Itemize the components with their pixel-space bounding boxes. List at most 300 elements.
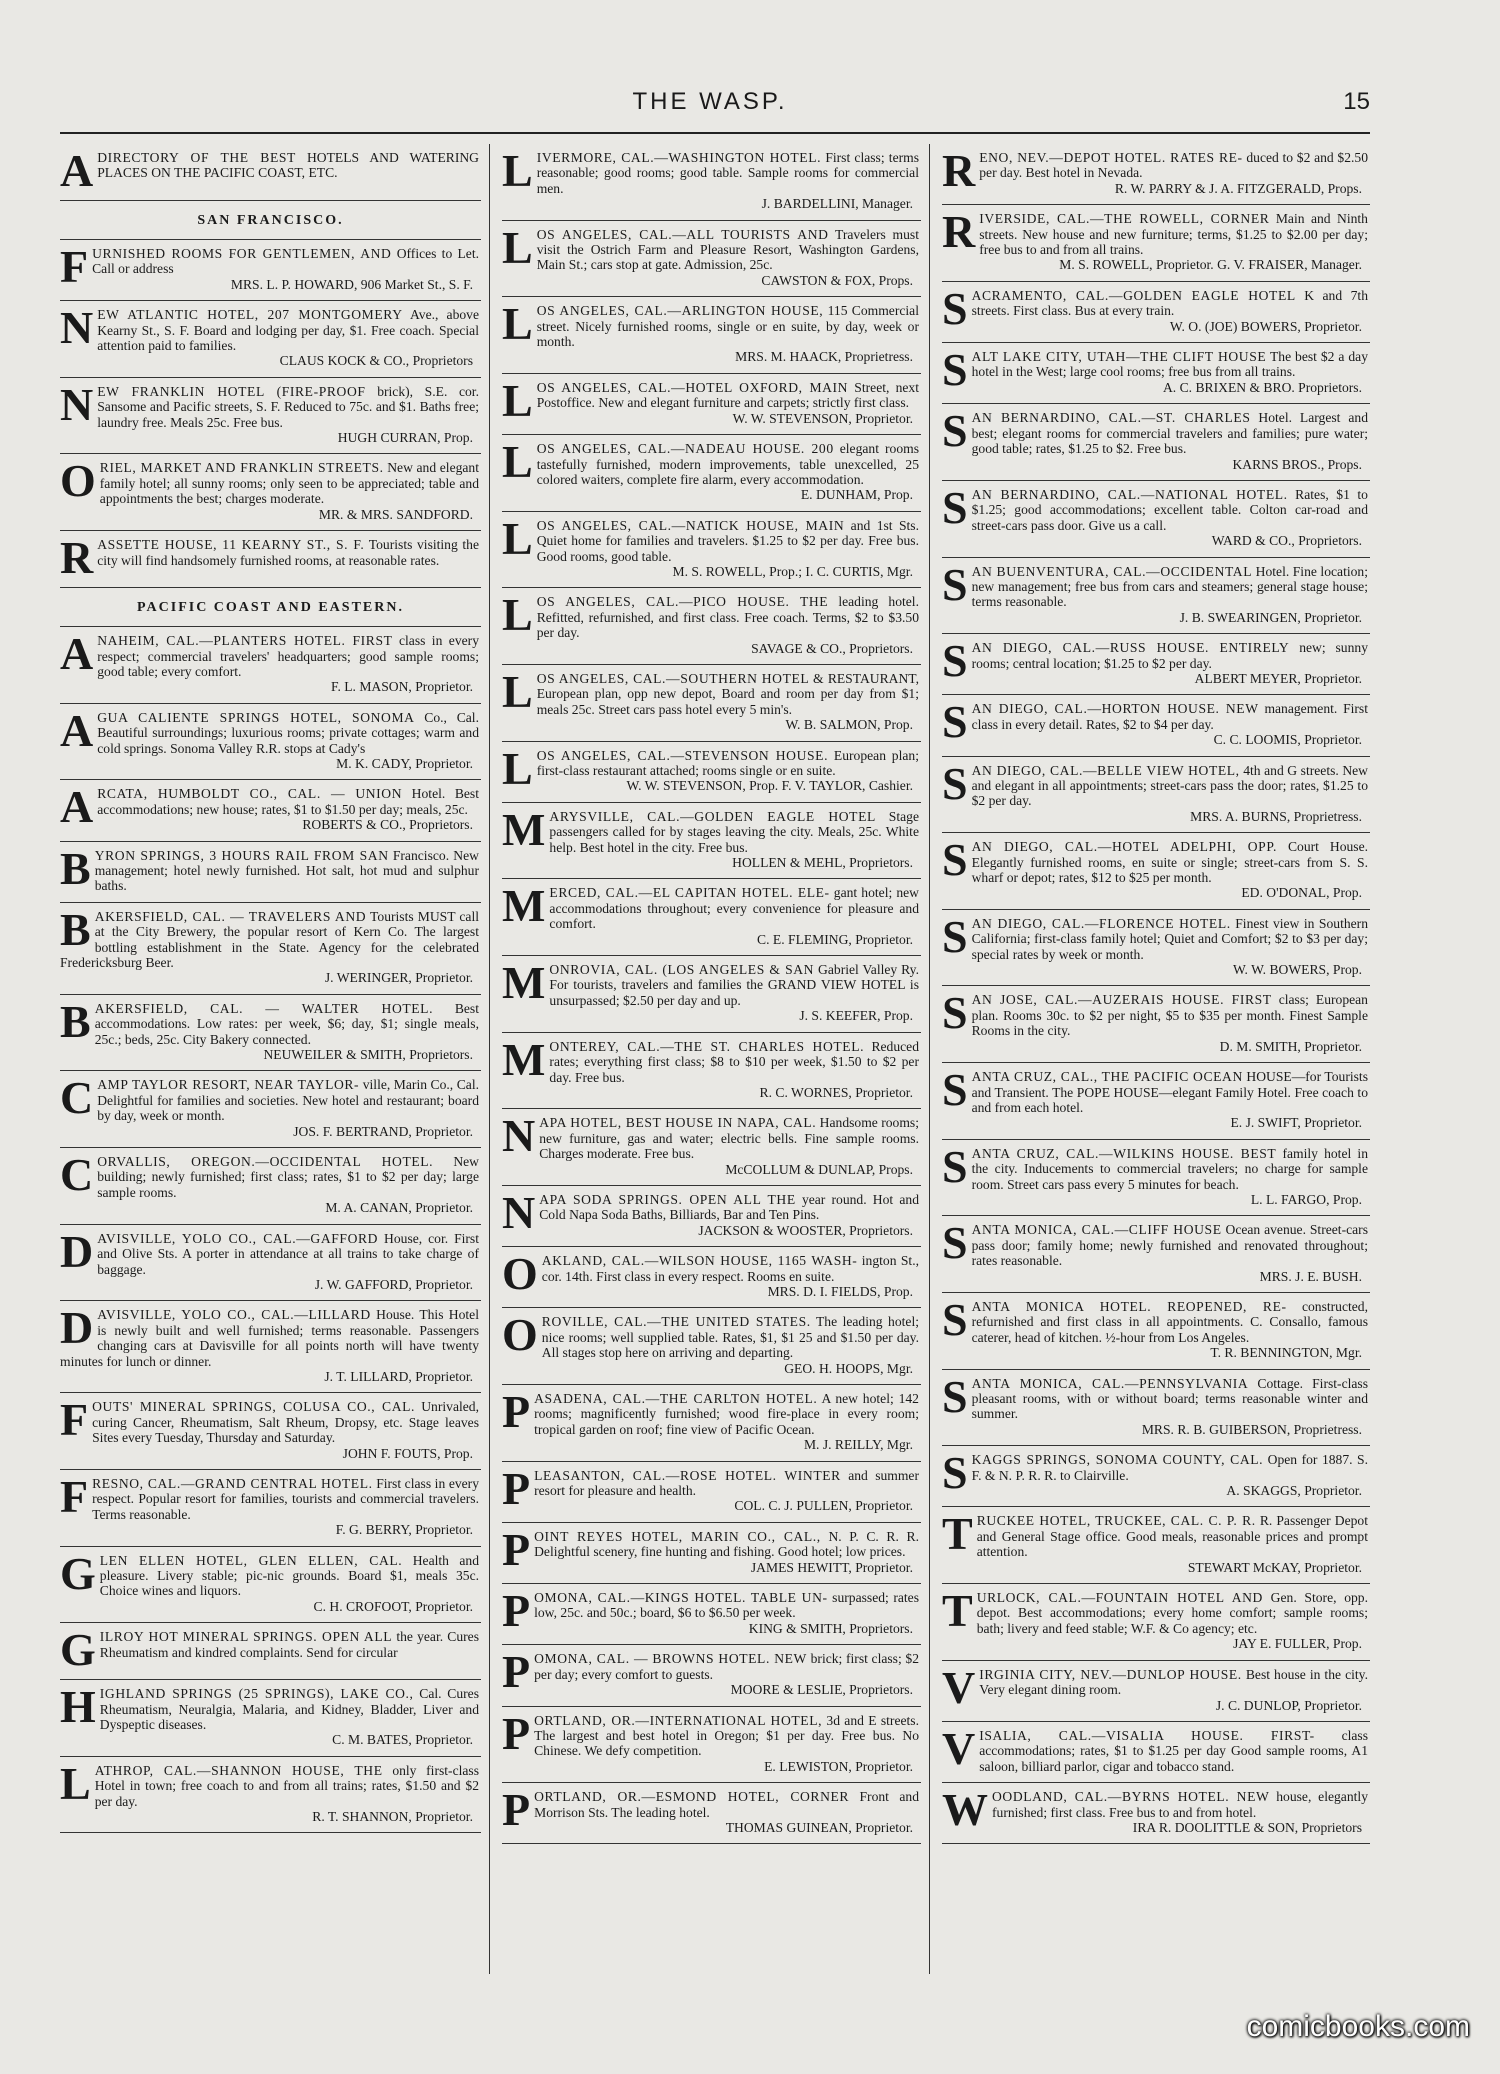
entry-body: 3d and E streets. The largest and best hotel in Oregon; $1 per day. Free bus. No Chinese. We defy competition. bbox=[534, 1712, 919, 1759]
drop-cap: L bbox=[502, 298, 533, 350]
directory-entry bbox=[60, 1225, 481, 1302]
entry-body: and 1st Sts. Quiet home for families and travelers. $1.25 to $2 per day. Free bus. Good rooms, good table. bbox=[536, 517, 919, 564]
header-rule bbox=[60, 132, 1370, 134]
directory-entry bbox=[502, 879, 921, 956]
entry-signature: M. A. CANAN, Proprietor. bbox=[325, 1200, 473, 1216]
entry-head: ANTA MONICA, CAL.—PENNSYLVANIA bbox=[971, 1375, 1249, 1391]
entry-head: OUTS' MINERAL SPRINGS, COLUSA CO., CAL. bbox=[92, 1399, 416, 1415]
directory-entry bbox=[60, 454, 481, 531]
entry-signature: A. C. BRIXEN & BRO. Proprietors. bbox=[1162, 379, 1362, 395]
entry-body: family hotel in the city. Inducements to commercial travelers; no charge for sample room. Street cars pass every 5 minutes for beach. bbox=[971, 1145, 1368, 1192]
drop-cap: F bbox=[60, 1394, 89, 1446]
page-title: THE WASP. bbox=[632, 88, 788, 115]
entry-head: ENO, NEV.—DEPOT HOTEL. RATES RE- bbox=[979, 150, 1243, 165]
entry-body: Best accommodations. Low rates: per week, $6; day, $1; single meals, 25c.; beds, 25c. City Bakery connected. bbox=[94, 1000, 479, 1047]
entry-signature: J. S. KEEFER, Prop. bbox=[799, 1008, 913, 1024]
entry-head: ACRAMENTO, CAL.—GOLDEN EAGLE HOTEL bbox=[971, 287, 1296, 303]
entry-head: AN DIEGO, CAL.—RUSS HOUSE. ENTIRELY bbox=[971, 640, 1290, 656]
entry-signature: W. O. (JOE) BOWERS, Proprietor. bbox=[1169, 318, 1362, 334]
section-title-pacific-coast: PACIFIC COAST AND EASTERN. bbox=[60, 588, 481, 627]
entry-signature: MOORE & LESLIE, Proprietors. bbox=[730, 1682, 913, 1698]
entry-body: HOTELS AND WATERING PLACES ON THE PACIFIC COAST, ETC. bbox=[97, 150, 479, 181]
entry-body: First class; terms reasonable; good rooms; good table. Sample rooms for commercial men. bbox=[536, 150, 919, 196]
drop-cap: S bbox=[942, 481, 968, 533]
drop-cap: V bbox=[942, 1722, 976, 1774]
directory-entry bbox=[502, 588, 921, 665]
entry-head: AN BERNARDINO, CAL.—NATIONAL HOTEL. bbox=[971, 486, 1288, 502]
entry-signature: MR. & MRS. SANDFORD. bbox=[318, 506, 473, 522]
entry-signature: MRS. D. I. FIELDS, Prop. bbox=[767, 1283, 913, 1299]
entry-head: LEN ELLEN HOTEL, GLEN ELLEN, CAL. bbox=[99, 1552, 403, 1568]
drop-cap: M bbox=[502, 1033, 546, 1085]
directory-entry bbox=[502, 956, 921, 1033]
entry-head: ARYSVILLE, CAL.—GOLDEN EAGLE HOTEL bbox=[549, 808, 876, 824]
drop-cap: L bbox=[502, 742, 533, 794]
directory-entry bbox=[60, 1148, 481, 1225]
directory-entry bbox=[502, 1109, 921, 1186]
drop-cap: S bbox=[942, 1370, 968, 1422]
drop-cap: S bbox=[942, 405, 968, 457]
drop-cap: S bbox=[942, 1447, 968, 1499]
directory-entry bbox=[942, 1140, 1370, 1217]
entry-body: Reduced rates; everything first class; $8 to $10 per week, $1.50 to $2 per day. Free bus. bbox=[549, 1038, 919, 1085]
column-3 bbox=[940, 144, 1370, 1974]
entry-body: constructed, refurnished and first class in all appointments. C. Consallo, famous caterer, head of kitchen. ½-hour from Los Angeles. bbox=[971, 1298, 1368, 1345]
entry-signature: ED. O'DONAL, Prop. bbox=[1241, 885, 1362, 901]
directory-entry bbox=[60, 1470, 481, 1547]
entry-signature: STEWART McKAY, Proprietor. bbox=[1187, 1559, 1362, 1575]
drop-cap: F bbox=[60, 241, 89, 292]
entry-body: Finest view in Southern California; first-class family hotel; Quiet and Comfort; $2 to $3 per day; special rates by week or month. bbox=[971, 915, 1369, 962]
entry-head: ONTEREY, CAL.—THE ST. CHARLES HOTEL. bbox=[549, 1038, 865, 1054]
entry-signature: A. SKAGGS, Proprietor. bbox=[1226, 1483, 1362, 1499]
entry-body: Ave., above Kearny St., S. F. Board and lodging per day, $1. Free coach. Special attention paid to families. bbox=[97, 307, 479, 354]
drop-cap: L bbox=[502, 145, 533, 196]
entry-head: IRGINIA CITY, NEV.—DUNLOP HOUSE. bbox=[979, 1666, 1242, 1682]
directory-entry bbox=[60, 1547, 481, 1624]
entry-body: RESTAURANT, European plan, opp new depot, Board and room per day from $1; meals 25c. Street cars pass hotel every 5 min's. bbox=[536, 670, 919, 717]
entry-head: DIRECTORY OF THE BEST bbox=[97, 150, 296, 165]
entry-signature: MRS. M. HAACK, Proprietress. bbox=[735, 349, 913, 365]
directory-entry bbox=[60, 1301, 481, 1393]
drop-cap: S bbox=[942, 558, 968, 610]
entry-signature: J. B. SWEARINGEN, Proprietor. bbox=[1179, 609, 1362, 625]
drop-cap: F bbox=[60, 1470, 89, 1522]
entry-signature: E. DUNHAM, Prop. bbox=[800, 487, 913, 503]
entry-body: class; European plan. Rooms 30c. to $2 per night, $5 to $35 per month. Finest Sample Rooms in the city. bbox=[971, 992, 1368, 1039]
entry-signature: COL. C. J. PULLEN, Proprietor. bbox=[734, 1498, 913, 1514]
drop-cap: S bbox=[942, 987, 968, 1039]
drop-cap: W bbox=[942, 1784, 988, 1836]
entry-head: ERCED, CAL.—EL CAPITAN HOTEL. ELE- bbox=[549, 885, 830, 901]
entry-head: OS ANGELES, CAL.—SOUTHERN HOTEL & bbox=[536, 670, 825, 686]
column-1 bbox=[60, 144, 490, 1974]
section-title-san-francisco: SAN FRANCISCO. bbox=[60, 201, 481, 240]
drop-cap: B bbox=[60, 903, 91, 955]
entry-head: ANTA CRUZ, CAL., THE PACIFIC OCEAN bbox=[971, 1069, 1243, 1085]
drop-cap: A bbox=[60, 628, 94, 680]
directory-entry bbox=[502, 1247, 921, 1308]
entry-head: AN DIEGO, CAL.—HOTEL ADELPHI, OPP. bbox=[971, 839, 1277, 855]
drop-cap: R bbox=[942, 145, 976, 196]
entry-head: ONROVIA, CAL. (LOS ANGELES & SAN bbox=[549, 962, 815, 978]
entry-head: RUCKEE HOTEL, TRUCKEE, CAL. C. P. R. bbox=[976, 1513, 1256, 1529]
entry-body: The leading hotel; nice rooms; well supplied table. Rates, $1, $1 25 and $1.50 per day. All stages stop here on arriving and departing. bbox=[541, 1314, 919, 1361]
directory-entry bbox=[942, 910, 1370, 987]
directory-entry bbox=[502, 1186, 921, 1247]
drop-cap: V bbox=[942, 1661, 976, 1713]
directory-entry bbox=[60, 1680, 481, 1757]
directory-entry bbox=[60, 1393, 481, 1470]
entry-head: ALT LAKE CITY, UTAH—THE CLIFT HOUSE bbox=[971, 349, 1267, 365]
entry-head: ROVILLE, CAL.—THE UNITED STATES. bbox=[541, 1314, 811, 1330]
entry-body: Hotel. Fine location; new management; free bus from cars and steamers; general stage house; terms reasonable. bbox=[971, 563, 1368, 610]
directory-entry bbox=[942, 1216, 1370, 1293]
entry-head: EW FRANKLIN HOTEL (FIRE-PROOF bbox=[97, 383, 366, 399]
entry-head: OS ANGELES, CAL.—STEVENSON HOUSE. bbox=[536, 747, 829, 763]
directory-entry bbox=[502, 1462, 921, 1523]
entry-signature: McCOLLUM & DUNLAP, Props. bbox=[725, 1161, 913, 1177]
entry-head: ANTA MONICA, CAL.—CLIFF HOUSE bbox=[971, 1222, 1222, 1238]
directory-entry bbox=[502, 221, 921, 298]
entry-body: Street, next Postoffice. New and elegant furniture and carpets; strictly first class. bbox=[536, 379, 919, 411]
entry-body: year round. Hot and Cold Napa Soda Baths, Billiards, Bar and Ten Pins. bbox=[539, 1191, 919, 1223]
entry-head: ILROY HOT MINERAL SPRINGS. OPEN ALL bbox=[99, 1629, 393, 1645]
entry-body: Handsome rooms; new furniture, gas and water; electric bells. Fine sample rooms. Charges moderate. Free bus. bbox=[539, 1115, 919, 1162]
entry-head: AN JOSE, CAL.—AUZERAIS HOUSE. FIRST bbox=[971, 992, 1272, 1008]
sf-entries bbox=[60, 240, 481, 588]
directory-entry bbox=[60, 1071, 481, 1148]
entry-signature: NEUWEILER & SMITH, Proprietors. bbox=[263, 1047, 473, 1063]
entry-head: AMP TAYLOR RESORT, NEAR TAYLOR- bbox=[97, 1077, 360, 1093]
entry-body: House, cor. First and Olive Sts. A porter in attendance at all trains to take charge of baggage. bbox=[97, 1230, 479, 1277]
entry-signature: F. G. BERRY, Proprietor. bbox=[335, 1522, 473, 1538]
drop-cap: S bbox=[942, 834, 968, 886]
entry-body: K and 7th streets. First class. Bus at every train. bbox=[971, 287, 1368, 319]
entry-signature: J. C. DUNLOP, Proprietor. bbox=[1215, 1697, 1362, 1713]
directory-entry bbox=[502, 374, 921, 435]
directory-entry bbox=[942, 343, 1370, 404]
entry-head: AN DIEGO, CAL.—BELLE VIEW HOTEL, bbox=[971, 762, 1240, 778]
directory-entry bbox=[60, 780, 481, 841]
entry-body: brick; first class; $2 per day; every comfort to guests. bbox=[534, 1651, 919, 1682]
directory-entry bbox=[60, 627, 481, 704]
drop-cap: P bbox=[502, 1784, 531, 1836]
entry-head: AKLAND, CAL.—WILSON HOUSE, 1165 WASH- bbox=[541, 1253, 858, 1269]
entry-signature: MRS. J. E. BUSH. bbox=[1259, 1268, 1362, 1284]
entry-body: surpassed; rates low, 25c. and 50c.; board, $6 to $6.50 per week. bbox=[534, 1590, 919, 1621]
watermark: comicbooks.com bbox=[1246, 2010, 1470, 2043]
entry-head: OMONA, CAL. — BROWNS HOTEL. NEW bbox=[534, 1651, 807, 1667]
entry-head: OINT REYES HOTEL, MARIN CO., CAL., bbox=[534, 1528, 821, 1544]
col1-entries bbox=[60, 627, 481, 1833]
entry-body: leading hotel. Refitted, refurnished, and first class. Free coach. Terms, $2 to $3.50 per day. bbox=[536, 594, 919, 641]
entry-head: ASADENA, CAL.—THE CARLTON HOTEL. bbox=[534, 1391, 818, 1406]
drop-cap: L bbox=[60, 1757, 91, 1809]
drop-cap: L bbox=[502, 512, 533, 564]
drop-cap: S bbox=[942, 1140, 968, 1192]
entry-body: ington St., cor. 14th. First class in every respect. Rooms en suite. bbox=[541, 1253, 919, 1284]
directory-entry bbox=[942, 558, 1370, 635]
entry-body: house, elegantly furnished; first class. Free bus to and from hotel. bbox=[992, 1789, 1368, 1820]
drop-cap: N bbox=[60, 378, 94, 430]
entry-head: OODLAND, CAL.—BYRNS HOTEL. NEW bbox=[992, 1789, 1270, 1805]
entry-head: KAGGS SPRINGS, SONOMA COUNTY, CAL. bbox=[971, 1452, 1264, 1468]
drop-cap: C bbox=[60, 1072, 94, 1124]
entry-signature: R. W. PARRY & J. A. FITZGERALD, Props. bbox=[1114, 180, 1362, 196]
entry-signature: C. M. BATES, Proprietor. bbox=[332, 1732, 473, 1748]
drop-cap: O bbox=[502, 1309, 538, 1361]
page-header bbox=[60, 88, 1370, 128]
drop-cap: O bbox=[60, 455, 96, 507]
entry-head: OS ANGELES, CAL.—PICO HOUSE. THE bbox=[536, 594, 829, 610]
entry-body: duced to $2 and $2.50 per day. Best hotel in Nevada. bbox=[979, 150, 1368, 181]
entry-signature: L. L. FARGO, Prop. bbox=[1250, 1191, 1362, 1207]
entry-body: 115 Commercial street. Nicely furnished rooms, single or en suite, by day, week or month. bbox=[536, 303, 919, 350]
entry-body: elegant rooms tastefully furnished, modern improvements, table unexcelled, 25 colored waiters, complete fire alarm, every accommodation. bbox=[536, 441, 919, 487]
drop-cap: R bbox=[60, 532, 94, 584]
directory-entry bbox=[60, 1757, 481, 1834]
entry-signature: M. K. CADY, Proprietor. bbox=[336, 755, 473, 771]
drop-cap: L bbox=[502, 589, 533, 641]
entry-head: OS ANGELES, CAL.—NADEAU HOUSE. 200 bbox=[536, 441, 834, 457]
directory-entry bbox=[60, 531, 481, 588]
directory-entry bbox=[942, 1584, 1370, 1661]
entry-head: ANTA CRUZ, CAL.—WILKINS HOUSE. BEST bbox=[971, 1145, 1277, 1161]
entry-signature: E. LEWISTON, Proprietor. bbox=[764, 1758, 913, 1774]
directory-entry bbox=[60, 842, 481, 903]
entry-head: OS ANGELES, CAL.—NATICK HOUSE, MAIN bbox=[536, 517, 845, 533]
entry-body: HOUSE—for Tourists and Transient. The POPE HOUSE—elegant Family Hotel. Free coach to and from each hotel. bbox=[971, 1069, 1368, 1115]
entry-body: Francisco. New management; hotel newly furnished. Hot salt, hot mud and sulphur baths. bbox=[94, 847, 479, 894]
drop-cap: L bbox=[502, 436, 533, 488]
entry-body: European plan; first-class restaurant attached; rooms single or en suite. bbox=[536, 747, 919, 778]
entry-signature: E. J. SWIFT, Proprietor. bbox=[1230, 1115, 1362, 1131]
entry-signature: KING & SMITH, Proprietors. bbox=[748, 1620, 913, 1636]
entry-body: Cal. Cures Rheumatism, Neuralgia, Malaria, and Kidney, Bladder, Liver and Dyspeptic diseases. bbox=[99, 1686, 480, 1733]
entry-signature: M. J. REILLY, Mgr. bbox=[803, 1437, 913, 1453]
drop-cap: A bbox=[60, 145, 94, 196]
drop-cap: S bbox=[942, 1217, 968, 1269]
entry-head: AKERSFIELD, CAL. — WALTER HOTEL. bbox=[94, 1000, 434, 1016]
entry-signature: GEO. H. HOOPS, Mgr. bbox=[784, 1360, 913, 1376]
directory-entry bbox=[942, 986, 1370, 1063]
entry-head: URNISHED ROOMS FOR GENTLEMEN, AND bbox=[92, 246, 392, 261]
entry-head: RESNO, CAL.—GRAND CENTRAL HOTEL. bbox=[92, 1475, 373, 1491]
entry-head: AVISVILLE, YOLO CO., CAL.—LILLARD bbox=[97, 1307, 371, 1323]
entry-signature: J. WERINGER, Proprietor. bbox=[324, 970, 473, 986]
entry-signature: M. S. ROWELL, Prop.; I. C. CURTIS, Mgr. bbox=[672, 563, 913, 579]
column-2 bbox=[500, 144, 930, 1974]
drop-cap: G bbox=[60, 1624, 96, 1676]
directory-entry bbox=[942, 695, 1370, 756]
directory-entry bbox=[942, 1446, 1370, 1507]
entry-body: gant hotel; new accommodations throughout; every convenience for pleasure and comfort. bbox=[549, 885, 919, 932]
entry-body: Health and pleasure. Livery stable; pic-nic grounds. Board $1, meals 35c. Choice wines and liquors. bbox=[99, 1552, 479, 1599]
drop-cap: N bbox=[60, 302, 94, 354]
directory-entry bbox=[60, 995, 481, 1072]
entry-head: APA SODA SPRINGS. OPEN ALL THE bbox=[539, 1191, 796, 1207]
entry-head: OS ANGELES, CAL.—ALL TOURISTS AND bbox=[536, 226, 829, 242]
entry-head: ORTLAND, OR.—INTERNATIONAL HOTEL, bbox=[534, 1712, 823, 1728]
drop-cap: T bbox=[942, 1585, 973, 1637]
directory-entry bbox=[60, 378, 481, 455]
drop-cap: P bbox=[502, 1646, 531, 1698]
directory-entry bbox=[942, 1063, 1370, 1140]
entry-body: Co., Cal. Beautiful surroundings; luxurious rooms; private cottages; warm and cold springs. Sonoma Valley R.R. stops at Cady's bbox=[97, 709, 479, 756]
entry-signature: W. B. SALMON, Prop. bbox=[785, 717, 913, 733]
drop-cap: T bbox=[942, 1508, 973, 1560]
directory-entry bbox=[502, 1707, 921, 1784]
entry-body: management. First class in every detail. Rates, $2 to $4 per day. bbox=[971, 701, 1368, 732]
drop-cap: P bbox=[502, 1707, 531, 1759]
entry-signature: JOS. F. BERTRAND, Proprietor. bbox=[293, 1123, 473, 1139]
directory-entry bbox=[502, 665, 921, 742]
entry-head: YRON SPRINGS, 3 HOURS RAIL FROM SAN bbox=[94, 847, 389, 863]
drop-cap: S bbox=[942, 635, 968, 687]
entry-signature: JAY E. FULLER, Prop. bbox=[1233, 1636, 1362, 1652]
entry-head: AN BERNARDINO, CAL.—ST. CHARLES bbox=[971, 410, 1251, 426]
entry-body: class accommodations; rates, $1 to $1.25 per day Good sample rooms, A1 saloon, billiard parlor, cigar and tobacco stand. bbox=[979, 1727, 1368, 1774]
entry-body: The best $2 a day hotel in the West; large cool rooms; free bus from all trains. bbox=[971, 349, 1368, 380]
directory-entry bbox=[502, 803, 921, 880]
entry-signature: J. W. GAFFORD, Proprietor. bbox=[314, 1276, 473, 1292]
directory-entry bbox=[942, 1661, 1370, 1722]
directory-entry bbox=[60, 240, 481, 301]
drop-cap: S bbox=[942, 1064, 968, 1116]
drop-cap: N bbox=[502, 1186, 536, 1238]
entry-body: ville, Marin Co., Cal. Delightful for families and societies. New hotel and restaurant; board by day, week or month. bbox=[97, 1077, 479, 1124]
entry-head: LEASANTON, CAL.—ROSE HOTEL. WINTER bbox=[534, 1467, 841, 1483]
entry-head: AVISVILLE, YOLO CO., CAL.—GAFFORD bbox=[97, 1230, 379, 1246]
drop-cap: M bbox=[502, 957, 546, 1009]
drop-cap: S bbox=[942, 696, 968, 748]
directory-entry bbox=[942, 757, 1370, 834]
entry-body: and summer resort for pleasure and health. bbox=[534, 1467, 919, 1499]
directory-entry bbox=[942, 634, 1370, 695]
directory-entry bbox=[942, 833, 1370, 910]
drop-cap: B bbox=[60, 842, 91, 894]
entry-signature: THOMAS GUINEAN, Proprietor. bbox=[725, 1819, 913, 1835]
entry-body: Cottage. First-class pleasant rooms, with or without board; terms reasonable winter and summer. bbox=[971, 1375, 1368, 1422]
drop-cap: S bbox=[942, 910, 968, 962]
directory-entry bbox=[942, 1370, 1370, 1447]
drop-cap: D bbox=[60, 1302, 94, 1354]
drop-cap: A bbox=[60, 781, 94, 833]
directory-entry bbox=[942, 1783, 1370, 1844]
drop-cap: H bbox=[60, 1681, 96, 1733]
entry-signature: SAVAGE & CO., Proprietors. bbox=[751, 640, 913, 656]
entry-head: OS ANGELES, CAL.—HOTEL OXFORD, MAIN bbox=[536, 379, 849, 395]
entry-signature: F. L. MASON, Proprietor. bbox=[330, 679, 473, 695]
entry-body: only first-class Hotel in town; free coach to and from all trains; rates, $1.50 and $2 per day. bbox=[94, 1762, 480, 1809]
entry-body: Main and Ninth streets. New house and new furniture; terms, $1.25 to $2.00 per day; free bus to and from all trains. bbox=[979, 211, 1368, 258]
drop-cap: L bbox=[502, 665, 533, 717]
entry-body: Court House. Elegantly furnished rooms, en suite or single; street-cars from S. S. wharf or depot; rates, $12 to $25 per month. bbox=[971, 839, 1369, 886]
page-number: 15 bbox=[1343, 88, 1370, 115]
drop-cap: S bbox=[942, 757, 968, 809]
entry-head: AN DIEGO, CAL.—HORTON HOUSE. NEW bbox=[971, 701, 1259, 717]
drop-cap: L bbox=[502, 221, 533, 273]
entry-body: Open for 1887. S. F. & N. P. R. R. to Clairville. bbox=[971, 1452, 1368, 1483]
entry-signature: IRA R. DOOLITTLE & SON, Proprietors bbox=[1132, 1819, 1362, 1835]
directory-entry bbox=[942, 481, 1370, 558]
entry-signature: C. C. LOOMIS, Proprietor. bbox=[1213, 732, 1362, 748]
entry-body: New building; newly furnished; first class; rates, $1 to $2 per day; large sample rooms. bbox=[97, 1154, 479, 1200]
entry-signature: R. C. WORNES, Proprietor. bbox=[759, 1084, 913, 1100]
entry-signature: HOLLEN & MEHL, Proprietors. bbox=[732, 855, 913, 871]
entry-head: AKERSFIELD, CAL. — TRAVELERS AND bbox=[94, 908, 367, 924]
directory-entry bbox=[942, 404, 1370, 481]
entry-signature: MRS. A. BURNS, Proprietress. bbox=[1190, 808, 1362, 824]
entry-body: N. P. C. R. R. Delightful scenery, fine hunting and fishing. Good hotel; low prices. bbox=[534, 1528, 919, 1560]
drop-cap: S bbox=[942, 282, 968, 334]
directory-entry bbox=[502, 1783, 921, 1844]
directory-entry bbox=[502, 1584, 921, 1645]
drop-cap: C bbox=[60, 1149, 94, 1201]
entry-head: ORTLAND, OR.—ESMOND HOTEL, CORNER bbox=[534, 1789, 850, 1805]
entry-body: New and elegant family hotel; all sunny rooms; only seen to be appreciated; table and appointments the best; charges moderate. bbox=[99, 460, 480, 507]
entry-head: IVERSIDE, CAL.—THE ROWELL, CORNER bbox=[979, 211, 1270, 227]
entry-head: OMONA, CAL.—KINGS HOTEL. TABLE UN- bbox=[534, 1590, 828, 1606]
drop-cap: L bbox=[502, 374, 533, 426]
entry-signature: C. H. CROFOOT, Proprietor. bbox=[313, 1598, 473, 1614]
entry-signature: MRS. R. B. GUIBERSON, Proprietress. bbox=[1141, 1421, 1362, 1437]
directory-entry bbox=[942, 205, 1370, 282]
entry-body: A new hotel; 142 rooms; magnificently furnished; wood fire-place in every room; tropical garden on roof; fine view of Pacific Ocean. bbox=[534, 1391, 919, 1437]
directory-entry bbox=[502, 512, 921, 589]
entry-body: Ocean avenue. Street-cars pass door; family home; newly furnished and renovated throughout; rates reasonable. bbox=[971, 1222, 1368, 1269]
entry-body: Unrivaled, curing Cancer, Rheumatism, Salt Rheum, Dropsy, etc. Stage leaves Sites every Tuesday, Thursday and Saturday. bbox=[92, 1399, 479, 1446]
entry-signature: J. T. LILLARD, Proprietor. bbox=[324, 1368, 473, 1384]
entry-head: IGHLAND SPRINGS (25 SPRINGS), LAKE CO., bbox=[99, 1686, 414, 1702]
entry-head: RIEL, MARKET AND FRANKLIN STREETS. bbox=[99, 460, 384, 476]
drop-cap: B bbox=[60, 995, 91, 1047]
entry-signature: D. M. SMITH, Proprietor. bbox=[1219, 1038, 1362, 1054]
entry-head: NAHEIM, CAL.—PLANTERS HOTEL. FIRST bbox=[97, 633, 393, 649]
entry-signature: W. W. STEVENSON, Proprietor. bbox=[732, 410, 913, 426]
entry-signature: CAWSTON & FOX, Props. bbox=[761, 272, 913, 288]
entry-signature: W. W. BOWERS, Prop. bbox=[1232, 962, 1362, 978]
entry-signature: J. BARDELLINI, Manager. bbox=[761, 196, 913, 212]
entry-body: Hotel. Best accommodations; new house; rates, $1 to $1.50 per day; meals, 25c. bbox=[97, 786, 479, 817]
entry-signature: KARNS BROS., Props. bbox=[1232, 456, 1362, 472]
entry-signature: W. W. STEVENSON, Prop. F. V. TAYLOR, Cashier. bbox=[626, 778, 913, 794]
entry-body: Front and Morrison Sts. The leading hotel. bbox=[534, 1789, 919, 1820]
entry-body: Tourists visiting the city will find handsomely furnished rooms, at reasonable rates. bbox=[97, 537, 479, 568]
entry-body: Gen. Store, opp. depot. Best accommodations; every home comfort; sample rooms; bath; livery and feed stable; W.F. & Co agency; etc. bbox=[976, 1590, 1368, 1636]
entry-head: EW ATLANTIC HOTEL, 207 MONTGOMERY bbox=[97, 307, 403, 323]
drop-cap: P bbox=[502, 1386, 531, 1437]
entry-signature: R. T. SHANNON, Proprietor. bbox=[312, 1809, 473, 1825]
entry-head: APA HOTEL, BEST HOUSE IN NAPA, CAL. bbox=[539, 1115, 817, 1131]
entry-head: ISALIA, CAL.—VISALIA HOUSE. FIRST- bbox=[979, 1727, 1315, 1743]
directory-entry bbox=[60, 1623, 481, 1680]
directory-entry bbox=[502, 1645, 921, 1706]
drop-cap: M bbox=[502, 880, 546, 932]
entry-body: House. This Hotel is newly built and well furnished; terms reasonable. Passengers changing cars at Davisville for all points north will have twenty minutes for lunch or dinner. bbox=[60, 1307, 479, 1369]
entry-body: Travelers must visit the Ostrich Farm and Pleasure Resort, Washington Gardens, Main St.; cars stop at gate. Admission, 25c. bbox=[536, 226, 919, 273]
directory-entry bbox=[60, 704, 481, 781]
directory-entry bbox=[502, 1308, 921, 1385]
entry-body: Tourists MUST call at the City Brewery, the popular resort of Kern Co. The largest bottling establishment in the State. Agency for the celebrated Fredericksburg Beer. bbox=[60, 908, 479, 970]
drop-cap: G bbox=[60, 1547, 96, 1599]
directory-entry bbox=[942, 1507, 1370, 1584]
drop-cap: R bbox=[942, 206, 976, 258]
directory-entry bbox=[942, 1293, 1370, 1370]
entry-body: 4th and G streets. New and elegant in all appointments; street-cars pass the door; rates, $1.25 to $2 per day. bbox=[971, 762, 1368, 809]
drop-cap: O bbox=[502, 1248, 538, 1300]
